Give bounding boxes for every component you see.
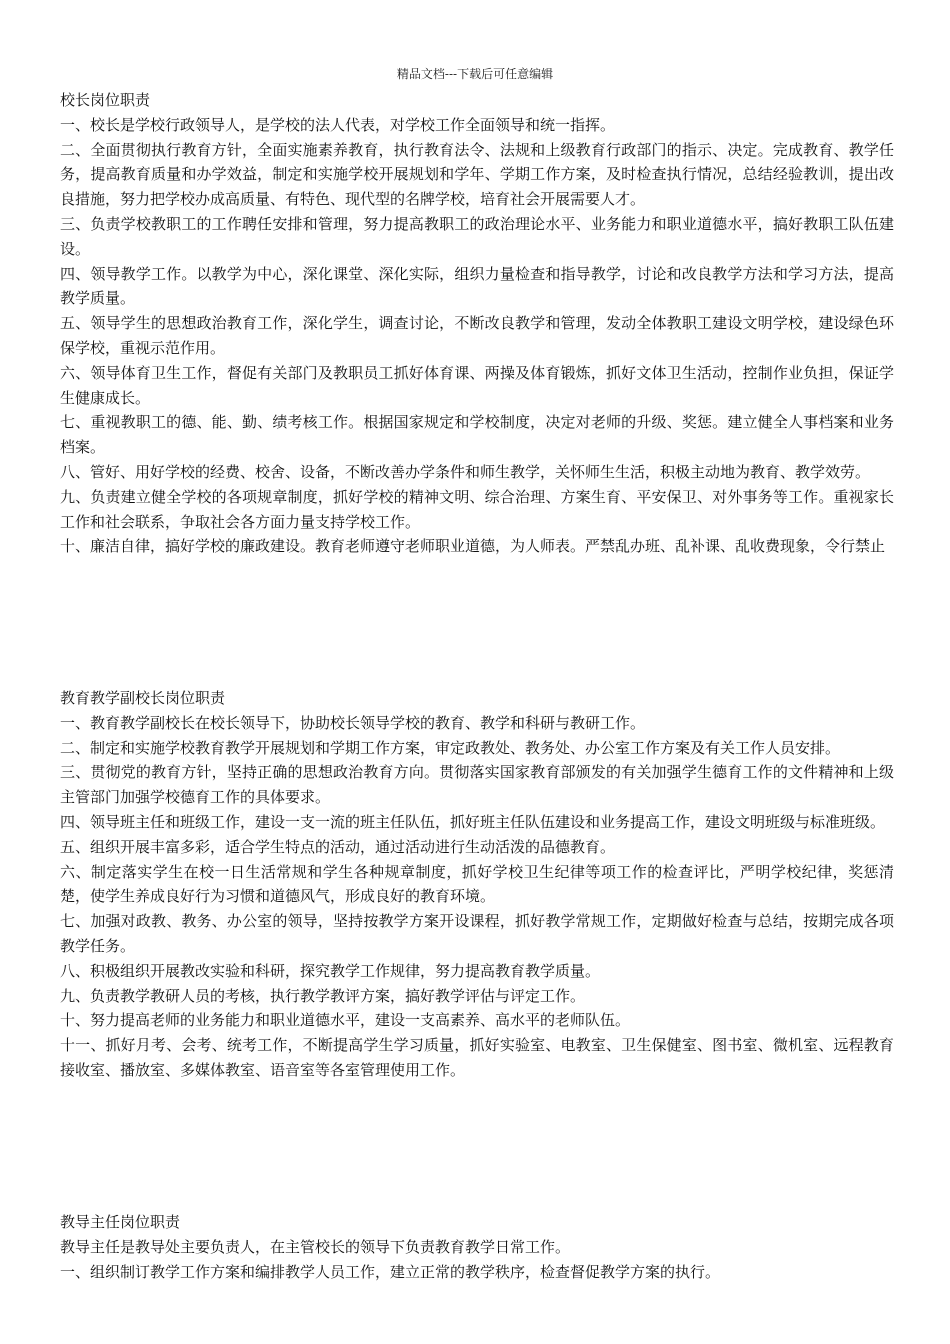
paragraph: 七、重视教职工的德、能、勤、绩考核工作。根据国家规定和学校制度，决定对老师的升级、奖惩。建立健全人事档案和业务档案。 — [60, 413, 894, 457]
paragraph: 九、负责建立健全学校的各项规章制度，抓好学校的精神文明、综合治理、方案生育、平安保卫、对外事务等工作。重视家长工作和社会联系，争取社会各方面力量支持学校工作。 — [60, 487, 894, 531]
paragraph: 四、领导教学工作。以教学为中心，深化课堂、深化实际，组织力量检查和指导教学，讨论和改良教学方法和学习方法，提高教学质量。 — [60, 264, 894, 308]
paragraph: 九、负责教学教研人员的考核，执行教学教评方案，搞好教学评估与评定工作。 — [60, 986, 586, 1005]
paragraph: 五、组织开展丰富多彩，适合学生特点的活动，通过活动进行生动活泼的品德教育。 — [60, 837, 616, 856]
paragraph: 七、加强对政教、教务、办公室的领导，坚持按教学方案开设课程，抓好教学常规工作，定期做好检查与总结，按期完成各项教学任务。 — [60, 912, 894, 955]
section-title: 教导主任岗位职责 — [60, 1213, 181, 1231]
paragraph: 一、校长是学校行政领导人，是学校的法人代表，对学校工作全面领导和统一指挥。 — [60, 115, 616, 134]
paragraph: 十、廉洁自律，搞好学校的廉政建设。教育老师遵守老师职业道德，为人师表。严禁乱办班、乱补课、乱收费现象，令行禁止 — [60, 537, 886, 556]
paragraph: 四、领导班主任和班级工作，建设一支一流的班主任队伍，抓好班主任队伍建设和业务提高工作，建设文明班级与标准班级。 — [60, 812, 886, 831]
page-header: 精品文档---下载后可任意编辑 — [396, 67, 554, 81]
paragraph: 一、组织制订教学工作方案和编排教学人员工作，建立正常的教学秩序，检查督促教学方案的执行。 — [60, 1262, 721, 1281]
section-dean-duties — [60, 1210, 894, 1284]
paragraph: 二、制定和实施学校教育教学开展规划和学期工作方案，审定政教处、教务处、办公室工作方案及有关工作人员安排。 — [60, 738, 841, 757]
paragraph: 十一、抓好月考、会考、统考工作，不断提高学生学习质量，抓好实验室、电教室、卫生保健室、图书室、微机室、远程教育接收室、播放室、多媒体教室、语音室等各室管理使用工作。 — [60, 1036, 894, 1079]
paragraph: 三、贯彻党的教育方针，坚持正确的思想政治教育方向。贯彻落实国家教育部颁发的有关加强学生德育工作的文件精神和上级主管部门加强学校德育工作的具体要求。 — [60, 763, 894, 807]
paragraph: 三、负责学校教职工的工作聘任安排和管理，努力提高教职工的政治理论水平、业务能力和职业道德水平，搞好教职工队伍建设。 — [60, 214, 894, 258]
paragraph: 八、积极组织开展教改实验和科研，探究教学工作规律，努力提高教育教学质量。 — [60, 961, 601, 980]
paragraph: 五、领导学生的思想政治教育工作，深化学生，调查讨论，不断改良教学和管理，发动全体教职工建设文明学校，建设绿色环保学校，重视示范作用。 — [60, 314, 894, 357]
paragraph: 教导主任是教导处主要负责人，在主管校长的领导下负责教育教学日常工作。 — [60, 1237, 571, 1256]
paragraph: 二、全面贯彻执行教育方针，全面实施素养教育，执行教育法令、法规和上级教育行政部门的指示、决定。完成教育、教学任务，提高教育质量和办学效益，制定和实施学校开展规划和学年、学期工作方案，及时检查执行情况，总结经验教训，提出改良措施，努力把学校办成高质量、有特色、现代型的名牌学校，培育社会开展需要人才。 — [60, 140, 894, 209]
section-vice-principal-duties — [60, 686, 894, 1083]
paragraph: 一、教育教学副校长在校长领导下，协助校长领导学校的教育、教学和科研与教研工作。 — [60, 713, 646, 732]
paragraph: 十、努力提高老师的业务能力和职业道德水平，建设一支高素养、高水平的老师队伍。 — [60, 1011, 631, 1030]
section-principal-duties — [60, 88, 894, 559]
paragraph: 六、制定落实学生在校一日生活常规和学生各种规章制度，抓好学校卫生纪律等项工作的检查评比，严明学校纪律，奖惩清楚，使学生养成良好行为习惯和道德风气，形成良好的教育环境。 — [60, 862, 894, 906]
section-title: 教育教学副校长岗位职责 — [60, 689, 226, 707]
section-title: 校长岗位职责 — [60, 91, 151, 109]
paragraph: 六、领导体育卫生工作，督促有关部门及教职员工抓好体育课、两操及体育锻炼，抓好文体卫生活动，控制作业负担，保证学生健康成长。 — [60, 363, 894, 407]
paragraph: 八、管好、用好学校的经费、校舍、设备，不断改善办学条件和师生教学，关怀师生生活，积极主动地为教育、教学效劳。 — [60, 462, 871, 481]
